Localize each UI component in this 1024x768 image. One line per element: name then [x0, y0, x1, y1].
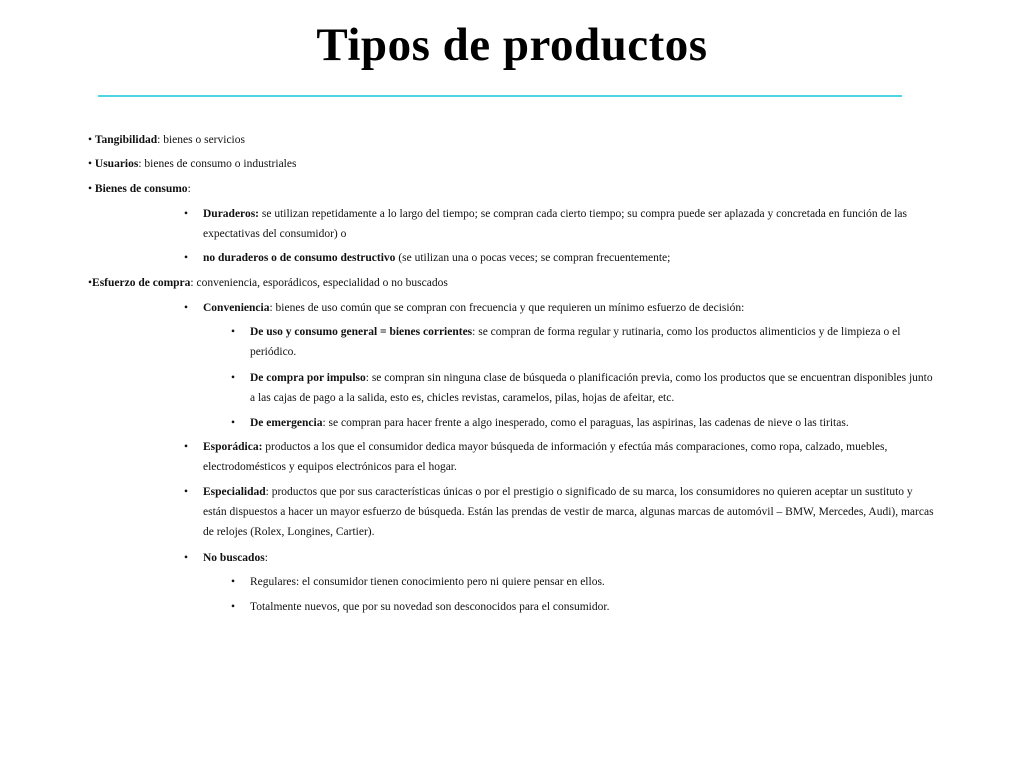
item-bienes-consumo [88, 179, 191, 199]
text-totalmente-nuevos: Totalmente nuevos, que por su novedad son desconocidos para el consumidor. [250, 601, 610, 613]
item-no-duraderos [184, 248, 933, 268]
term-especialidad: Especialidad [203, 486, 266, 498]
bullet: • [184, 552, 189, 564]
term-duraderos: Duraderos: [203, 208, 260, 220]
text-emergencia: : se compran para hacer frente a algo inesperado, como el paraguas, las aspirinas, las cadenas de nieve o las tiritas. [322, 417, 849, 429]
bullet: • [231, 417, 236, 429]
bullet: • [88, 277, 93, 289]
bullet: • [231, 326, 236, 338]
item-esporadica [184, 437, 933, 477]
bullet: • [184, 486, 189, 498]
text-esfuerzo: : conveniencia, esporádicos, especialidad o no buscados [190, 277, 448, 289]
term-compra-impulso: De compra por impulso [250, 372, 366, 384]
bullet: • [184, 441, 189, 453]
item-totalmente-nuevos [231, 597, 930, 617]
bullet: • [88, 158, 95, 170]
item-esfuerzo [88, 273, 448, 293]
text-no-duraderos: (se utilizan una o pocas veces; se compran frecuentemente; [395, 252, 671, 264]
term-conveniencia: Conveniencia [203, 302, 270, 314]
item-especialidad [184, 482, 938, 542]
bullet: • [184, 302, 189, 314]
bullet: • [88, 183, 95, 195]
title-divider [98, 95, 902, 97]
term-bienes-consumo: Bienes de consumo [94, 183, 188, 195]
text-usuarios: : bienes de consumo o industriales [138, 158, 297, 170]
item-compra-impulso [231, 368, 940, 408]
term-no-duraderos: no duraderos o de consumo destructivo [203, 252, 396, 264]
bullet: • [231, 601, 236, 613]
bullet: • [184, 208, 189, 220]
term-usuarios: Usuarios [94, 158, 139, 170]
term-esporadica: Esporádica: [203, 441, 263, 453]
text-uso-consumo-general: : se compran de forma regular y rutinaria, como los productos alimenticios y de limpieza o el periódico. [250, 326, 901, 358]
term-tangibilidad: Tangibilidad [94, 134, 158, 146]
term-esfuerzo: Esfuerzo de compra [92, 277, 191, 289]
text-no-buscados: : [264, 552, 268, 564]
item-duraderos [184, 204, 933, 244]
item-usuarios [88, 154, 296, 174]
item-regulares [231, 572, 930, 592]
item-emergencia [231, 413, 950, 433]
item-conveniencia [184, 298, 933, 318]
item-uso-consumo-general [231, 322, 930, 362]
text-bienes-consumo: : [187, 183, 191, 195]
text-compra-impulso: : se compran sin ninguna clase de búsqueda o planificación previa, como los productos que se encuentran disponibles junto a las cajas de pago a la salida, esto es, chicles revistas, caramelos, pilas, hojas de afeitar, etc. [250, 372, 933, 404]
text-especialidad: : productos que por sus características únicas o por el prestigio o significado de su marca, los consumidores no quieren aceptar un sustituto y están dispuestos a hacer un mayor esfuerzo de búsqueda. Están las prendas de vestir de marca, algunas marcas de automóvil – BMW, Mercedes, Audi), marcas de relojes (Rolex, Longines, Cartier). [203, 486, 934, 538]
bullet: • [184, 252, 189, 264]
bullet: • [231, 372, 236, 384]
term-emergencia: De emergencia [250, 417, 323, 429]
item-no-buscados [184, 548, 933, 568]
item-tangibilidad [88, 130, 245, 150]
text-esporadica: productos a los que el consumidor dedica mayor búsqueda de información y efectúa más comparaciones, como ropa, calzado, muebles, electrodomésticos y equipos electrónicos para el hogar. [203, 441, 888, 473]
bullet: • [88, 134, 95, 146]
text-tangibilidad: : bienes o servicios [157, 134, 245, 146]
text-duraderos: se utilizan repetidamente a lo largo del tiempo; se compran cada cierto tiempo; su compra puede ser aplazada y concretada en función de las expectativas del consumidor) o [203, 208, 908, 240]
text-regulares: Regulares: el consumidor tienen conocimiento pero ni quiere pensar en ellos. [250, 576, 605, 588]
bullet: • [231, 576, 236, 588]
page-title: Tipos de productos [316, 19, 708, 71]
text-conveniencia: : bienes de uso común que se compran con frecuencia y que requieren un mínimo esfuerzo de decisión: [269, 302, 745, 314]
term-no-buscados: No buscados [203, 552, 265, 564]
term-uso-consumo-general: De uso y consumo general = bienes corrientes [250, 326, 473, 338]
